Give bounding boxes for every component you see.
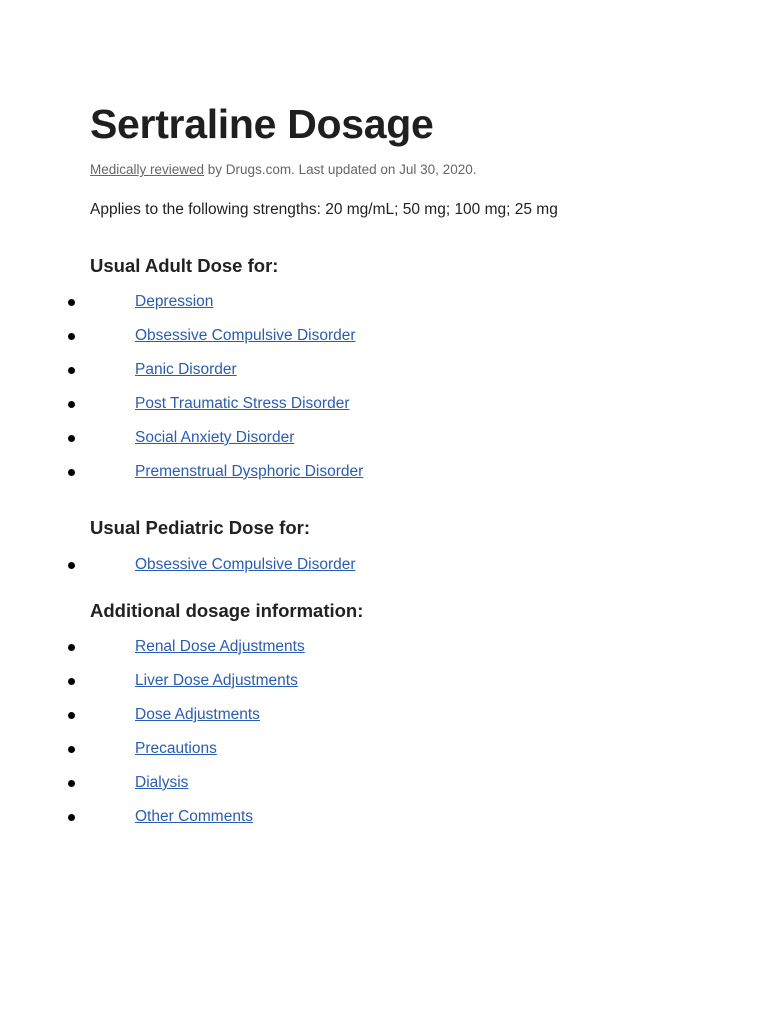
list-item: [0, 665, 600, 699]
list-item: [0, 801, 600, 835]
list-item: [0, 631, 600, 665]
link-dose-adjustments[interactable]: Dose Adjustments: [135, 706, 260, 723]
link-dialysis[interactable]: Dialysis: [135, 774, 189, 791]
bullet-icon: [68, 644, 75, 651]
list-item: [0, 422, 600, 456]
list-item: [0, 767, 600, 801]
bullet-icon: [68, 678, 75, 685]
link-pmdd[interactable]: Premenstrual Dysphoric Disorder: [135, 463, 364, 480]
additional-info-list: [0, 631, 600, 835]
bullet-icon: [68, 401, 75, 408]
review-meta-text: by Drugs.com. Last updated on Jul 30, 2020.: [204, 162, 477, 177]
bullet-icon: [68, 333, 75, 340]
list-item: [0, 456, 600, 490]
link-adult-ocd[interactable]: Obsessive Compulsive Disorder: [135, 327, 356, 344]
adult-dose-list: [0, 286, 600, 490]
pediatric-dose-list: [0, 549, 600, 583]
list-item: [0, 699, 600, 733]
link-pediatric-ocd[interactable]: Obsessive Compulsive Disorder: [135, 556, 356, 573]
medically-reviewed-link[interactable]: Medically reviewed: [90, 162, 205, 177]
bullet-icon: [68, 435, 75, 442]
list-item: [0, 733, 600, 767]
page-title: Sertraline Dosage: [90, 101, 434, 147]
bullet-icon: [68, 367, 75, 374]
adult-dose-heading: Usual Adult Dose for:: [90, 255, 279, 276]
bullet-icon: [68, 780, 75, 787]
list-item: [0, 388, 600, 422]
list-item: [0, 549, 600, 583]
list-item: [0, 354, 600, 388]
review-meta: [90, 161, 476, 179]
link-precautions[interactable]: Precautions: [135, 740, 217, 757]
bullet-icon: [68, 814, 75, 821]
strengths-text: Applies to the following strengths: 20 mg/mL; 50 mg; 100 mg; 25 mg: [90, 201, 558, 218]
bullet-icon: [68, 562, 75, 569]
bullet-icon: [68, 469, 75, 476]
link-liver-dose[interactable]: Liver Dose Adjustments: [135, 672, 298, 689]
link-depression[interactable]: Depression: [135, 293, 214, 310]
bullet-icon: [68, 712, 75, 719]
list-item: [0, 286, 600, 320]
bullet-icon: [68, 299, 75, 306]
link-ptsd[interactable]: Post Traumatic Stress Disorder: [135, 395, 350, 412]
link-other-comments[interactable]: Other Comments: [135, 808, 254, 825]
list-item: [0, 320, 600, 354]
link-panic-disorder[interactable]: Panic Disorder: [135, 361, 237, 378]
additional-info-heading: Additional dosage information:: [90, 600, 364, 621]
pediatric-dose-heading: Usual Pediatric Dose for:: [90, 517, 311, 538]
bullet-icon: [68, 746, 75, 753]
link-renal-dose[interactable]: Renal Dose Adjustments: [135, 638, 305, 655]
link-social-anxiety[interactable]: Social Anxiety Disorder: [135, 429, 295, 446]
